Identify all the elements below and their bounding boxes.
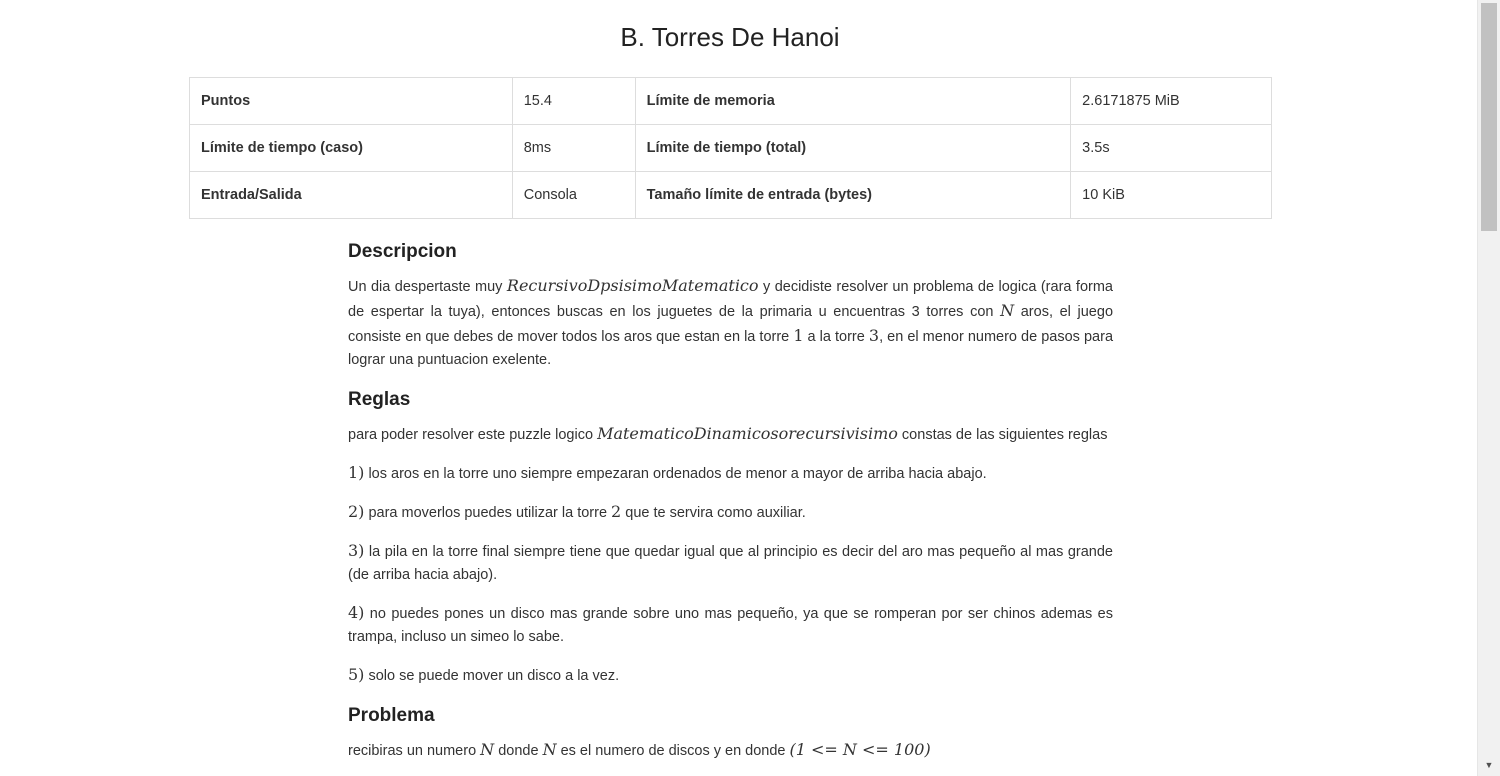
limit-label: Límite de memoria [635, 78, 1071, 125]
text: donde [494, 743, 543, 759]
text: a la torre [803, 329, 869, 345]
limit-label: Límite de tiempo (total) [635, 125, 1071, 172]
rule-item [348, 663, 1113, 688]
rule-number: 2) [348, 502, 365, 521]
rule-text: que te servira como auxiliar. [621, 505, 806, 521]
section-heading-descripcion: Descripcion [348, 241, 457, 262]
text: recibiras un numero [348, 743, 481, 759]
problem-statement [348, 238, 1113, 776]
text: y decidiste resolver un problema de logica (rara forma de espertar la tuya), entonces buscas en los juguetes de la primaria u encuentras 3 torres con [348, 279, 1113, 320]
math: 2 [611, 502, 622, 521]
math: RecursivoDpsisimoMatematico [506, 276, 759, 295]
table-row [190, 125, 1272, 172]
limit-label: Tamaño límite de entrada (bytes) [635, 172, 1071, 219]
rule-item [348, 500, 1113, 525]
rule-item [348, 539, 1113, 587]
rule-text: la pila en la torre final siempre tiene que quedar igual que al principio es decir del aro mas pequeño al mas grande (de arriba hacia abajo). [348, 544, 1113, 583]
rule-text: para moverlos puedes utilizar la torre [364, 505, 612, 521]
descripcion-paragraph [348, 274, 1113, 372]
text: aros, el juego consiste en que debes de mover todos los aros que estan en la torre [348, 304, 1114, 345]
problem-title: B. Torres De Hanoi [620, 22, 840, 52]
limit-label: Límite de tiempo (caso) [190, 125, 513, 172]
scroll-down-icon[interactable]: ▼ [1484, 760, 1494, 770]
text: es el numero de discos y en donde [556, 743, 790, 759]
rule-text: solo se puede mover un disco a la vez. [364, 668, 620, 684]
limit-label: Puntos [190, 78, 513, 125]
text: constas de las siguientes reglas [897, 427, 1108, 443]
math: N [542, 740, 557, 759]
vertical-scrollbar[interactable] [1477, 0, 1500, 776]
limit-value: 3.5s [1071, 125, 1272, 172]
limit-value: 2.6171875 MiB [1071, 78, 1272, 125]
limit-value: 10 KiB [1071, 172, 1272, 219]
rule-item [348, 461, 1113, 486]
rule-number: 1) [348, 463, 365, 482]
scrollbar-thumb[interactable] [1481, 3, 1497, 231]
limit-value: 8ms [512, 125, 635, 172]
math: (1 <= N <= 100) [789, 740, 931, 759]
text: para poder resolver este puzzle logico [348, 427, 598, 443]
math: 1 [793, 326, 804, 345]
table-row [190, 172, 1272, 219]
math: MatematicoDinamicosorecursivisimo [597, 424, 898, 443]
table-row [190, 78, 1272, 125]
problema-paragraph [348, 738, 1113, 763]
math: N [480, 740, 495, 759]
limit-value: 15.4 [512, 78, 635, 125]
limit-value: Consola [512, 172, 635, 219]
rule-item [348, 601, 1113, 649]
rule-number: 3) [348, 541, 365, 560]
reglas-intro [348, 422, 1113, 447]
text: , en el menor numero de pasos para lograr una puntuacion exelente. [348, 329, 1114, 368]
math: 3 [868, 326, 880, 345]
rule-number: 5) [348, 665, 365, 684]
rule-number: 4) [348, 603, 365, 622]
section-heading-reglas: Reglas [348, 389, 411, 410]
rule-text: los aros en la torre uno siempre empezaran ordenados de menor a mayor de arriba hacia abajo. [364, 466, 987, 482]
limit-label: Entrada/Salida [190, 172, 513, 219]
section-heading-problema: Problema [348, 705, 435, 726]
problem-limits-table [189, 77, 1272, 219]
rule-text: no puedes pones un disco mas grande sobre uno mas pequeño, ya que se romperan por ser chinos ademas es trampa, incluso un simeo lo sabe. [348, 606, 1113, 645]
math: N [1000, 301, 1015, 320]
text: Un dia despertaste muy [348, 279, 507, 295]
